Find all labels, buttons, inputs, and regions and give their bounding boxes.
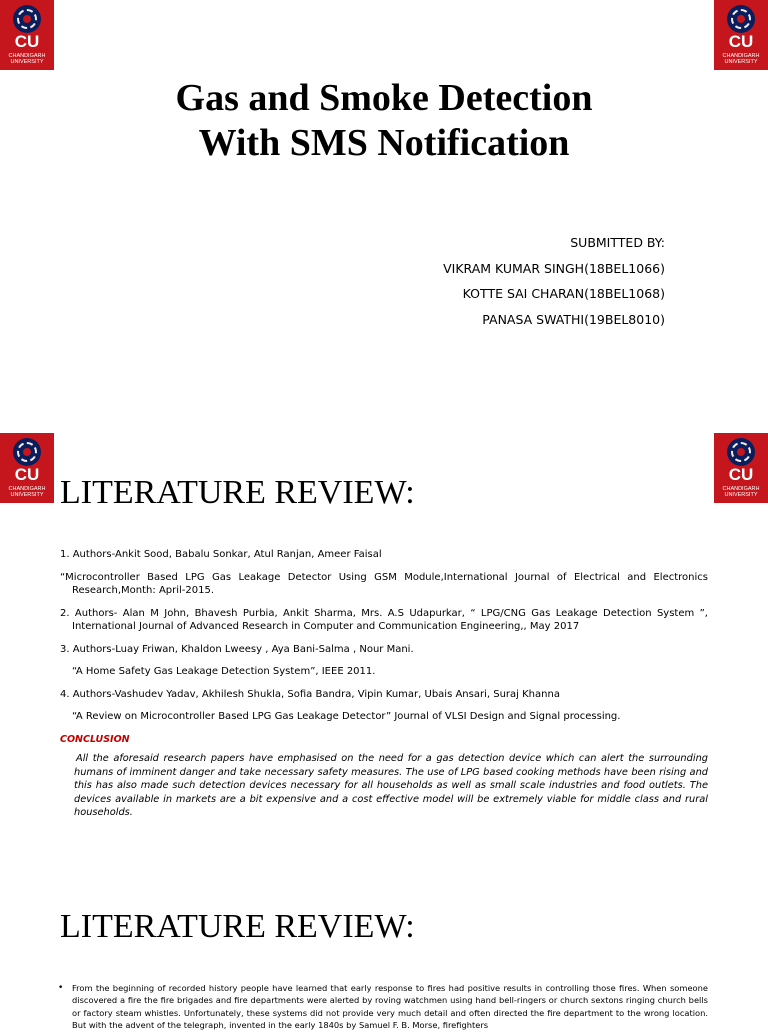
slide-heading: LITERATURE REVIEW: (60, 474, 415, 511)
submitted-by-label: SUBMITTED BY: (570, 235, 665, 250)
title-line-1: Gas and Smoke Detection (175, 77, 593, 119)
literature-review-slide-2 (0, 880, 768, 1031)
wheel-emblem-icon (13, 5, 41, 33)
reference-4-title: “A Review on Microcontroller Based LPG Gas Leakage Detector” Journal of VLSI Design and Signal processing. (72, 711, 621, 722)
wheel-emblem-icon (727, 438, 755, 466)
presentation-title (0, 76, 768, 166)
title-line-2: With SMS Notification (198, 122, 570, 164)
reference-3-title: “A Home Safety Gas Leakage Detection System”, IEEE 2011. (72, 666, 376, 677)
logo-university-name: CHANDIGARH UNIVERSITY (8, 53, 46, 65)
reference-list (60, 548, 708, 829)
conclusion-label: CONCLUSION (60, 733, 130, 745)
author-name: KOTTE SAI CHARAN(18BEL1068) (462, 286, 665, 301)
submitted-by-block (443, 230, 665, 332)
bullet-paragraph (58, 982, 708, 1032)
conclusion-text: All the aforesaid research papers have emphasised on the need for a gas detection device which can alert the surrounding humans of imminent danger and take necessary safety measures. The use of LPG based cooking methods have been rising and this has also made such detection devices necessary for all households as well as small scale industries and food outlets. The devices available in markets are a bit expensive and a cost effective model will be extremely viable for middle class and rural households. (74, 753, 708, 818)
reference-1-title: “Microcontroller Based LPG Gas Leakage Detector Using GSM Module,International Journal of Electrical and Electronics Research,Month: April-2015. (60, 571, 708, 596)
literature-review-slide (0, 432, 768, 872)
logo-letters: CU (14, 32, 40, 51)
reference-2: 2. Authors- Alan M John, Bhavesh Purbia, Ankit Sharma, Mrs. A.S Udapurkar, “ LPG/CNG Gas Leakage Detection System ”, International Journal of Advanced Research in Computer and Communication Engineering,, May 2017 (60, 607, 708, 632)
logo-letters: CU (728, 32, 754, 51)
university-logo-right (714, 0, 768, 70)
logo-university-name: CHANDIGARH UNIVERSITY (8, 486, 46, 498)
reference-1-authors: 1. Authors-Ankit Sood, Babalu Sonkar, Atul Ranjan, Ameer Faisal (60, 549, 382, 560)
wheel-emblem-icon (13, 438, 41, 466)
university-logo-left (0, 433, 54, 503)
logo-university-name: CHANDIGARH UNIVERSITY (722, 486, 760, 498)
author-name: PANASA SWATHI(19BEL8010) (482, 311, 665, 327)
logo-letters: CU (728, 465, 754, 484)
reference-3-authors: 3. Authors-Luay Friwan, Khaldon Lweesy , Aya Bani-Salma , Nour Mani. (60, 643, 414, 655)
university-logo-right (714, 433, 768, 503)
bullet-icon: • (58, 983, 64, 993)
title-slide (0, 0, 768, 420)
university-logo-left (0, 0, 54, 70)
logo-university-name: CHANDIGARH UNIVERSITY (722, 53, 760, 65)
bullet-text: From the beginning of recorded history people have learned that early response to fires had positive results in controlling those fires. When someone discovered a fire the fire brigades and fire departments were alerted by roving watchmen using hand bell-ringers or church sextons ringing church bells or factory steam whistles. Unfortunately, these systems did not provide very much detail and often directed the fire department to the wrong location. But with the advent of the telegraph, invented in the early 1840s by Samuel F. B. Morse, firefighters (72, 983, 708, 1031)
logo-letters: CU (14, 465, 40, 484)
reference-4-authors: 4. Authors-Vashudev Yadav, Akhilesh Shukla, Sofia Bandra, Vipin Kumar, Ubais Ansari, Suraj Khanna (60, 688, 560, 700)
wheel-emblem-icon (727, 5, 755, 33)
author-name: VIKRAM KUMAR SINGH(18BEL1066) (443, 260, 665, 276)
slide-heading: LITERATURE REVIEW: (60, 908, 415, 945)
